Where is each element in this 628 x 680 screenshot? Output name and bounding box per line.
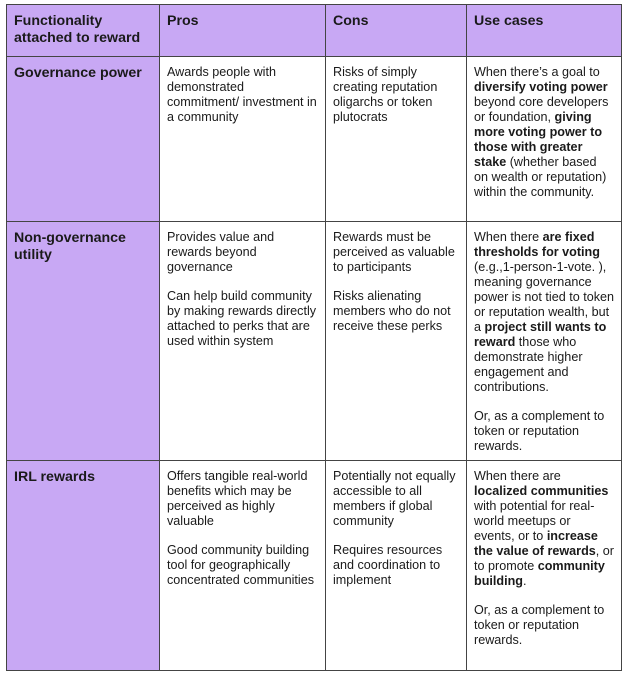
body-text: , or to promote <box>474 544 614 573</box>
cons-cell <box>326 461 467 671</box>
rewards-comparison-table <box>6 4 622 671</box>
header-row <box>7 5 622 57</box>
emphasis-text: diversify voting power <box>474 80 608 94</box>
pros-cell <box>160 57 326 222</box>
pros-paragraph: Provides value and rewards beyond governance <box>167 230 275 274</box>
use-case-paragraph <box>474 603 614 648</box>
pros-paragraph: Awards people with demonstrated commitment/ investment in a community <box>167 65 317 124</box>
header-pros: Pros <box>160 5 326 57</box>
pros-cell <box>160 222 326 461</box>
emphasis-text: community building <box>474 559 605 588</box>
table-row <box>7 461 622 671</box>
body-text: with potential for real-world meetups or events, or to <box>474 499 595 543</box>
body-text: (e.g.,1-person-1-vote. ), meaning governance power is not tied to token or reputation wealth, but a <box>474 260 615 334</box>
table-row <box>7 222 622 461</box>
use-cases-cell <box>467 222 622 461</box>
cons-cell <box>326 57 467 222</box>
use-cases-cell <box>467 461 622 671</box>
body-text: beyond core developers or foundation, <box>474 95 609 124</box>
use-case-paragraph <box>474 230 614 395</box>
pros-paragraph: Good community building tool for geographically concentrated communities <box>167 543 314 587</box>
emphasis-text: localized communities <box>474 484 609 498</box>
pros-paragraph: Offers tangible real-world benefits which may be perceived as highly valuable <box>167 469 308 528</box>
body-text: When there’s a goal to <box>474 65 600 79</box>
body-text: . <box>522 574 527 588</box>
header-cons: Cons <box>326 5 467 57</box>
header-functionality: Functionality attached to reward <box>7 5 160 57</box>
row-label-governance-power: Governance power <box>7 57 160 222</box>
body-text: Or, as a complement to token or reputation rewards. <box>474 603 605 647</box>
use-case-paragraph <box>474 65 614 200</box>
cons-paragraph: Rewards must be perceived as valuable to participants <box>333 230 455 274</box>
emphasis-text: giving more voting power to those with greater stake <box>474 110 603 169</box>
cons-cell <box>326 222 467 461</box>
row-label-irl-rewards: IRL rewards <box>7 461 160 671</box>
emphasis-text: increase the value of rewards <box>474 529 598 558</box>
cons-paragraph: Risks alienating members who do not receive these perks <box>333 289 451 333</box>
pros-cell <box>160 461 326 671</box>
cons-paragraph: Potentially not equally accessible to all members if global community <box>333 469 456 528</box>
cons-paragraph: Risks of simply creating reputation oligarchs or token plutocrats <box>333 65 438 124</box>
body-text: those who demonstrate higher engagement and contributions. <box>474 335 583 394</box>
use-cases-cell <box>467 57 622 222</box>
header-use-cases: Use cases <box>467 5 622 57</box>
emphasis-text: are fixed thresholds for voting <box>474 230 600 259</box>
body-text: Or, as a complement to token or reputation rewards. <box>474 409 605 453</box>
row-label-non-governance-utility: Non-governance utility <box>7 222 160 461</box>
body-text: (whether based on wealth or reputation) within the community. <box>474 155 607 199</box>
cons-paragraph: Requires resources and coordination to implement <box>333 543 443 587</box>
body-text: When there are <box>474 469 561 483</box>
use-case-paragraph <box>474 469 614 589</box>
body-text: When there <box>474 230 543 244</box>
emphasis-text: project still wants to reward <box>474 320 607 349</box>
table-row <box>7 57 622 222</box>
pros-paragraph: Can help build community by making rewards directly attached to perks that are used within system <box>167 289 317 348</box>
use-case-paragraph <box>474 409 614 454</box>
